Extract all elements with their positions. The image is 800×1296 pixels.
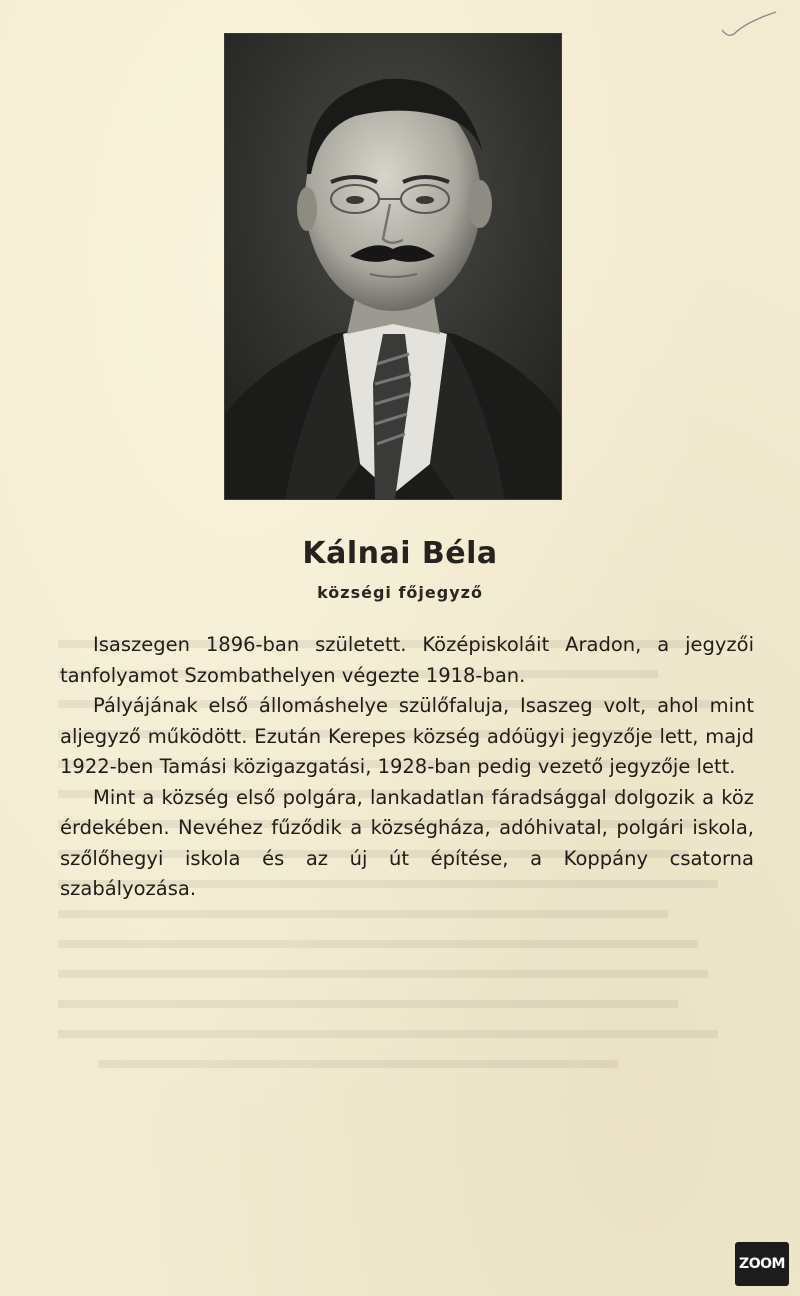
person-title: községi főjegyző <box>317 583 483 602</box>
bio-paragraph-3: Mint a község első polgára, lankadatlan fáradsággal dolgozik a köz érdekében. Nevéhez fűződik a községháza, adóhivatal, polgári iskola, szőlőhegyi iskola és az új út építése, a Koppány csatorna szabályozása. <box>60 785 754 900</box>
zoom-logo-icon: ZOOM <box>739 1256 785 1272</box>
pencil-check-mark-icon <box>716 8 780 40</box>
biography-text <box>60 630 754 905</box>
bio-paragraph-2: Pályájának első állomáshelye szülőfaluja, Isaszeg volt, ahol mint aljegyző működött. Ezután Kerepes község adóügyi jegyzője lett, majd 1922-ben Tamási közigazgatási, 1928-ban pedig vezető jegyzője lett. <box>60 694 754 778</box>
bio-paragraph-1: Isaszegen 1896-ban született. Középiskoláit Aradon, a jegyzői tanfolyamot Szombathelyen végezte 1918-ban. <box>60 633 754 687</box>
portrait-illustration <box>225 34 561 499</box>
portrait-photo <box>225 34 561 499</box>
zoom-logo-badge[interactable] <box>735 1242 789 1286</box>
person-name: Kálnai Béla <box>302 536 498 571</box>
